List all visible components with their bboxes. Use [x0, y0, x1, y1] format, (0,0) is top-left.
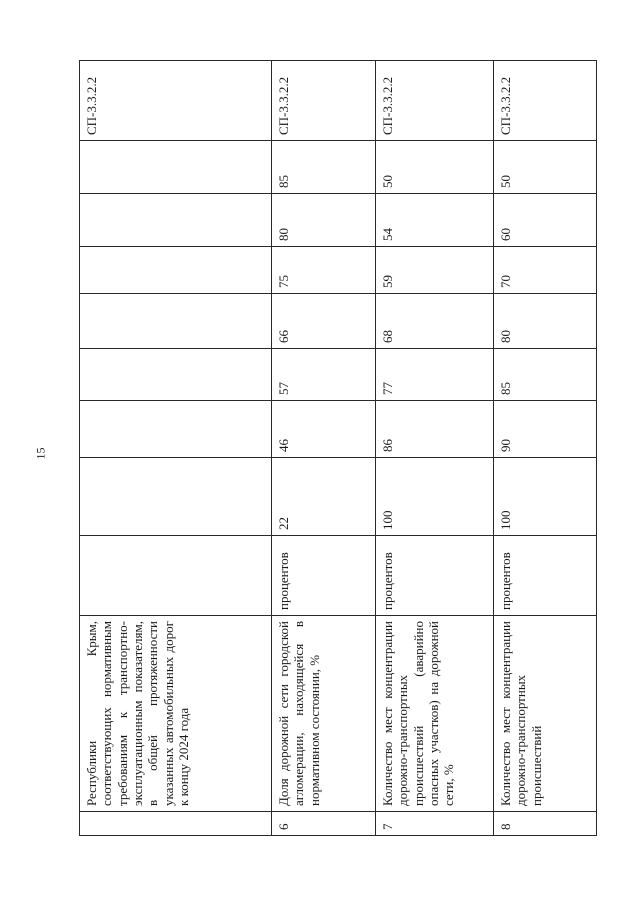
indicator-name: Доля дорожной сети городской агломерации, находящейся в нормативном состоянии, %	[272, 616, 376, 812]
value-cell: 50	[376, 141, 494, 194]
value-cell: 22	[272, 458, 376, 536]
value-cell: 100	[376, 458, 494, 536]
indicator-name: Республики Крым, соответствующих нормативным требованиям к транспортно-эксплуатационным показателям, в общей протяженности указанных автомобильных дорог к концу 2024 года	[80, 616, 272, 812]
table-row	[494, 61, 597, 836]
page-number: 15	[33, 447, 48, 460]
value-cell: 50	[494, 141, 597, 194]
value-cell: 68	[376, 294, 494, 349]
table-row	[80, 61, 272, 836]
source-cell: СП-3.3.2.2	[494, 61, 597, 141]
value-cell: 90	[494, 401, 597, 458]
indicator-name: Количество мест концентрации дорожно-транспортных происшествий	[494, 616, 597, 812]
row-number: 7	[376, 812, 494, 836]
indicator-name: Количество мест концентрации дорожно-транспортных происшествий (аварийно опасных участков) на дорожной сети, %	[376, 616, 494, 812]
value-cell: 54	[376, 194, 494, 247]
row-number: 6	[272, 812, 376, 836]
source-cell: СП-3.3.2.2	[376, 61, 494, 141]
row-number	[80, 812, 272, 836]
source-cell: СП-3.3.2.2	[80, 61, 272, 141]
value-cell: 66	[272, 294, 376, 349]
unit-cell: процентов	[272, 536, 376, 616]
value-cell: 75	[272, 247, 376, 294]
value-cell	[80, 458, 272, 536]
value-cell	[80, 194, 272, 247]
value-cell: 60	[494, 194, 597, 247]
indicators-table-rotated	[79, 61, 596, 836]
value-cell: 57	[272, 349, 376, 401]
unit-cell	[80, 536, 272, 616]
value-cell: 46	[272, 401, 376, 458]
value-cell: 100	[494, 458, 597, 536]
value-cell: 80	[494, 294, 597, 349]
row-number: 8	[494, 812, 597, 836]
indicators-table	[79, 60, 597, 836]
value-cell: 85	[494, 349, 597, 401]
table-row	[272, 61, 376, 836]
value-cell: 85	[272, 141, 376, 194]
value-cell	[80, 401, 272, 458]
value-cell: 77	[376, 349, 494, 401]
value-cell	[80, 349, 272, 401]
value-cell	[80, 294, 272, 349]
value-cell: 59	[376, 247, 494, 294]
value-cell: 70	[494, 247, 597, 294]
value-cell: 80	[272, 194, 376, 247]
unit-cell: процентов	[494, 536, 597, 616]
table-row	[376, 61, 494, 836]
unit-cell: процентов	[376, 536, 494, 616]
value-cell	[80, 141, 272, 194]
source-cell: СП-3.3.2.2	[272, 61, 376, 141]
value-cell: 86	[376, 401, 494, 458]
value-cell	[80, 247, 272, 294]
